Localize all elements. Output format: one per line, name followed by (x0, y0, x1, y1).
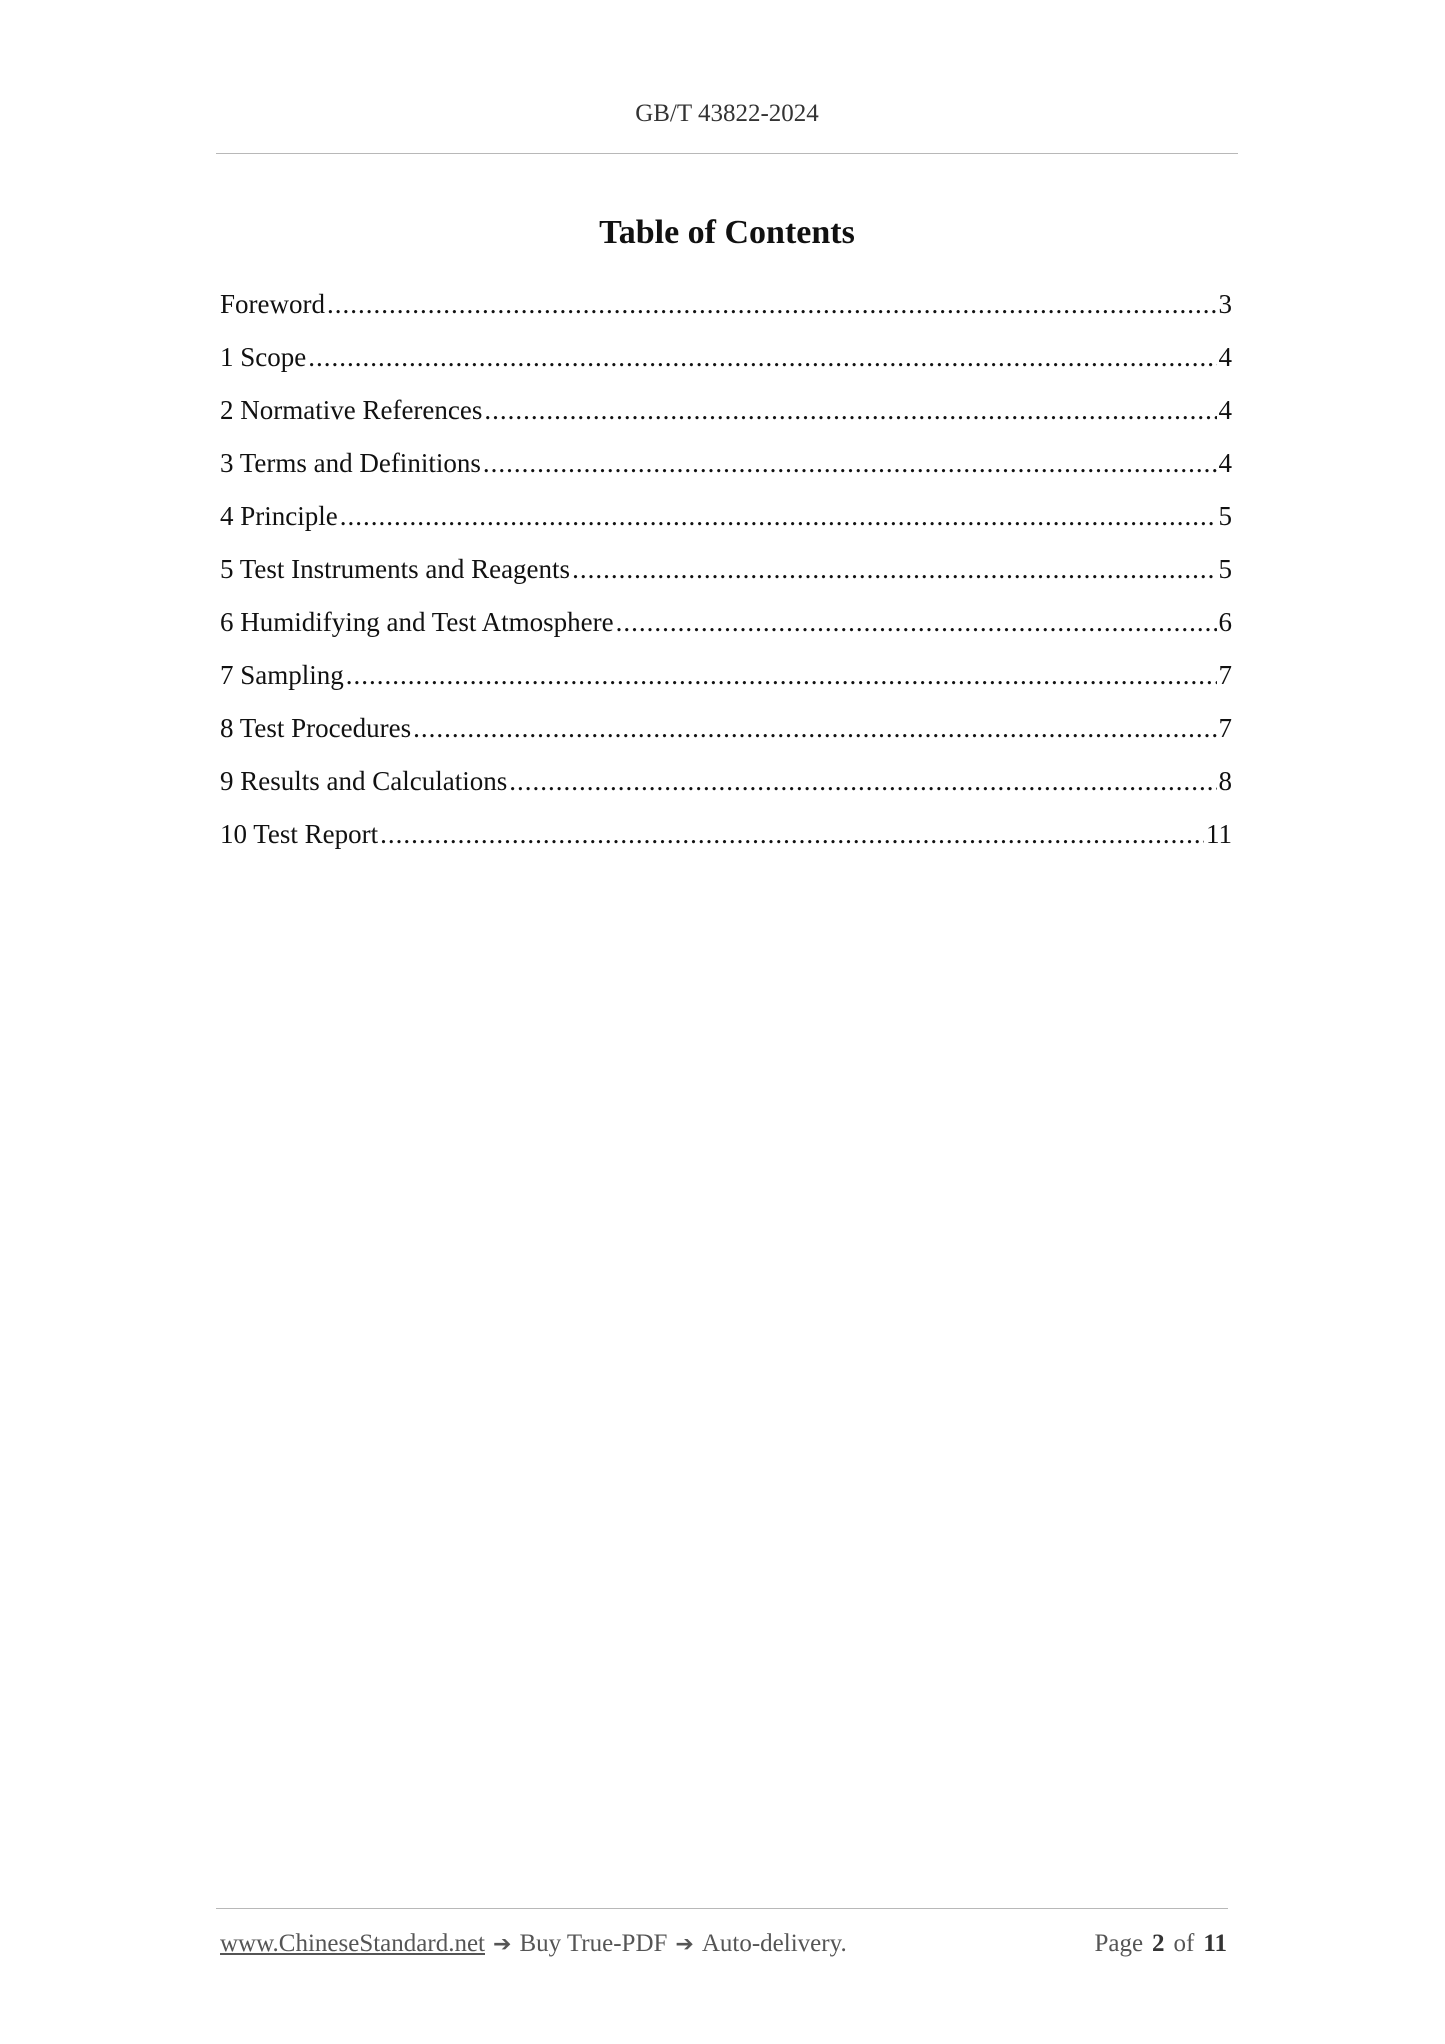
toc-entry-label: 3 Terms and Definitions (220, 448, 481, 478)
toc-entry-page: 5 (1218, 554, 1232, 584)
dot-leader (340, 501, 1217, 532)
toc-entry-label: 9 Results and Calculations (220, 766, 508, 796)
toc-entry-label: 5 Test Instruments and Reagents (220, 554, 571, 584)
header-divider (216, 153, 1238, 154)
toc-entry-test-report[interactable] (220, 819, 1232, 872)
toc-entry-page: 8 (1218, 766, 1232, 796)
toc-entry-label: 4 Principle (220, 501, 338, 531)
footer-promo (220, 1930, 847, 1958)
dot-leader (413, 713, 1216, 744)
toc-entry-label: 1 Scope (220, 342, 307, 372)
delivery-text: Auto-delivery. (701, 1930, 847, 1957)
dot-leader (308, 342, 1216, 373)
toc-entry-label: 7 Sampling (220, 660, 344, 690)
running-header: GB/T 43822-2024 (635, 100, 819, 127)
total-pages-number: 11 (1203, 1930, 1227, 1957)
toc-entry-scope[interactable] (220, 342, 1232, 395)
toc-entry-test-procedures[interactable] (220, 713, 1232, 766)
toc-entry-label: 2 Normative References (220, 395, 483, 425)
toc-entry-page: 4 (1218, 448, 1232, 478)
footer-divider (216, 1908, 1228, 1909)
toc-entry-page: 3 (1218, 289, 1232, 319)
toc-entry-label: 8 Test Procedures (220, 713, 412, 743)
of-word: of (1173, 1930, 1195, 1957)
toc-entry-instruments-reagents[interactable] (220, 554, 1232, 607)
toc-entry-terms-definitions[interactable] (220, 448, 1232, 501)
toc-entry-label: 6 Humidifying and Test Atmosphere (220, 607, 614, 637)
toc-entry-page: 4 (1218, 342, 1232, 372)
toc-entry-normative-references[interactable] (220, 395, 1232, 448)
dot-leader (380, 819, 1204, 850)
toc-entry-page: 7 (1218, 713, 1232, 743)
dot-leader (346, 660, 1217, 691)
toc-entry-page: 11 (1206, 819, 1232, 849)
website-link[interactable]: www.ChineseStandard.net (220, 1930, 485, 1957)
toc-entry-humidifying-atmosphere[interactable] (220, 607, 1232, 660)
buy-text: Buy True-PDF (519, 1930, 668, 1957)
toc-entry-principle[interactable] (220, 501, 1232, 554)
toc-entry-page: 7 (1218, 660, 1232, 690)
toc-entry-results-calculations[interactable] (220, 766, 1232, 819)
page-word: Page (1094, 1930, 1144, 1957)
toc-entry-page: 4 (1218, 395, 1232, 425)
dot-leader (616, 607, 1217, 638)
toc-entry-label: Foreword (220, 289, 325, 319)
dot-leader (509, 766, 1216, 797)
toc-entry-sampling[interactable] (220, 660, 1232, 713)
toc-entry-label: 10 Test Report (220, 819, 379, 849)
toc-entry-page: 6 (1218, 607, 1232, 637)
page-number (1094, 1930, 1227, 1958)
dot-leader (483, 448, 1217, 479)
table-of-contents (220, 289, 1232, 872)
right-arrow-icon: ➔ (675, 1932, 694, 1957)
toc-title: Table of Contents (599, 214, 855, 251)
current-page-number: 2 (1152, 1930, 1165, 1957)
toc-entry-foreword[interactable] (220, 289, 1232, 342)
toc-entry-page: 5 (1218, 501, 1232, 531)
right-arrow-icon: ➔ (493, 1932, 512, 1957)
dot-leader (327, 289, 1217, 320)
dot-leader (572, 554, 1216, 585)
dot-leader (484, 395, 1216, 426)
